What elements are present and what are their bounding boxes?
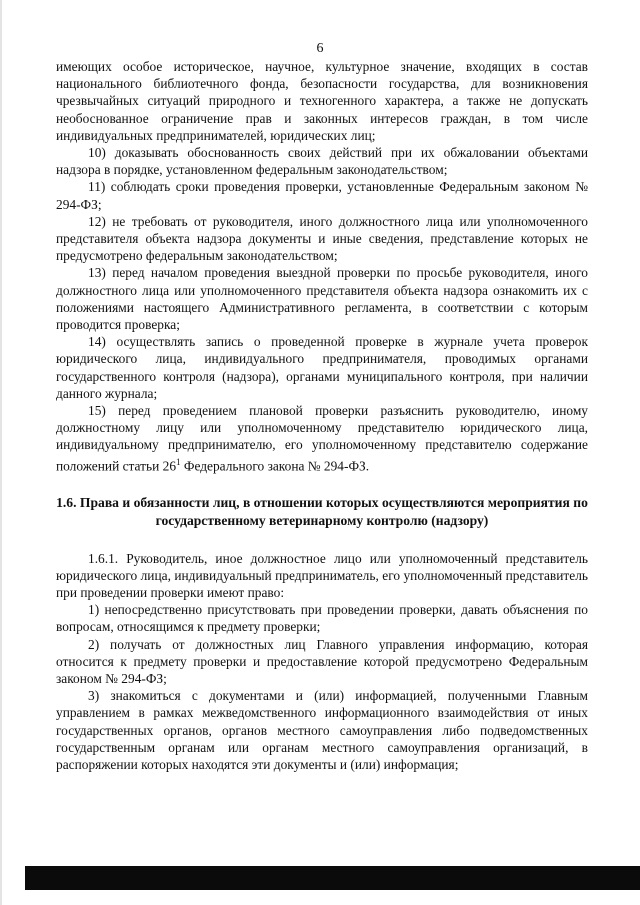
paragraph-item-11: 11) соблюдать сроки проведения проверки, установленные Федеральным законом № 294-ФЗ;	[56, 179, 588, 212]
paragraph-right-2: 2) получать от должностных лиц Главного управления информацию, которая относится к предмету проверки и предоставление которой предусмотрено Федеральным законом № 294-ФЗ;	[56, 636, 588, 686]
section-heading: 1.6. Права и обязанности лиц, в отношении которых осуществляются мероприятия по государственному ветеринарному контролю (надзору)	[56, 495, 588, 528]
paragraph-item-14: 14) осуществлять запись о проведенной проверке в журнале учета проверок юридического лица, индивидуального предпринимателя, проводимых органами государственного контроля (надзора), органами муниципального контроля, при наличии данного журнала;	[56, 334, 588, 401]
paragraph-item-13: 13) перед началом проведения выездной проверки по просьбе руководителя, иного должностного лица или уполномоченного представителя объекта надзора ознакомить их с положениями настоящего Административного регламента, в соответствии с которым проводится проверка;	[56, 265, 588, 333]
paragraph-item-15-text: 15) перед проведением плановой проверки разъяснить руководителю, иному должностному лицу или уполномоченному представителю юридического лица, индивидуальному предпринимателю, его уполномоченному представителю содержание положений статьи 26	[56, 403, 588, 474]
paragraph-1-6-1: 1.6.1. Руководитель, иное должностное лицо или уполномоченный представитель юридического лица, индивидуальный предприниматель, его уполномоченный представитель при проведении проверки имеют право:	[56, 550, 588, 600]
page-number: 6	[316, 41, 324, 56]
paragraph-item-15-tail: Федерального закона № 294-ФЗ.	[180, 458, 370, 474]
scan-edge	[0, 0, 2, 905]
superscript-marker: 1	[176, 456, 181, 467]
paragraph-right-1: 1) непосредственно присутствовать при проведении проверки, давать объяснения по вопросам, относящимся к предмету проверки;	[56, 602, 588, 635]
document-body	[56, 58, 588, 773]
paragraph-item-12: 12) не требовать от руководителя, иного должностного лица или уполномоченного представителя объекта надзора документы и иные сведения, представление которых не предусмотрено федеральным законодательством;	[56, 213, 588, 264]
paragraph-item-15	[56, 402, 588, 474]
paragraph-right-3: 3) знакомиться с документами и (или) информацией, полученными Главным управлением в рамках межведомственного информационного взаимодействия от иных государственных органов, органов местного самоуправления либо подведомственных государственным органам или органам местного самоуправления организаций, в распоряжении которых находятся эти документы и (или) информация;	[56, 688, 588, 772]
paragraph-item-10: 10) доказывать обоснованность своих действий при их обжаловании объектами надзора в порядке, установленном федеральным законодательством;	[56, 145, 588, 178]
scan-bottom-bar	[25, 866, 640, 890]
paragraph-continuation: имеющих особое историческое, научное, культурное значение, входящих в состав национального библиотечного фонда, безопасности государства, для возникновения чрезвычайных ситуаций природного и техногенного характера, а также не допускать необоснованное ограничение прав и законных интересов граждан, в том числе индивидуальных предпринимателей, юридических лиц;	[56, 59, 588, 143]
